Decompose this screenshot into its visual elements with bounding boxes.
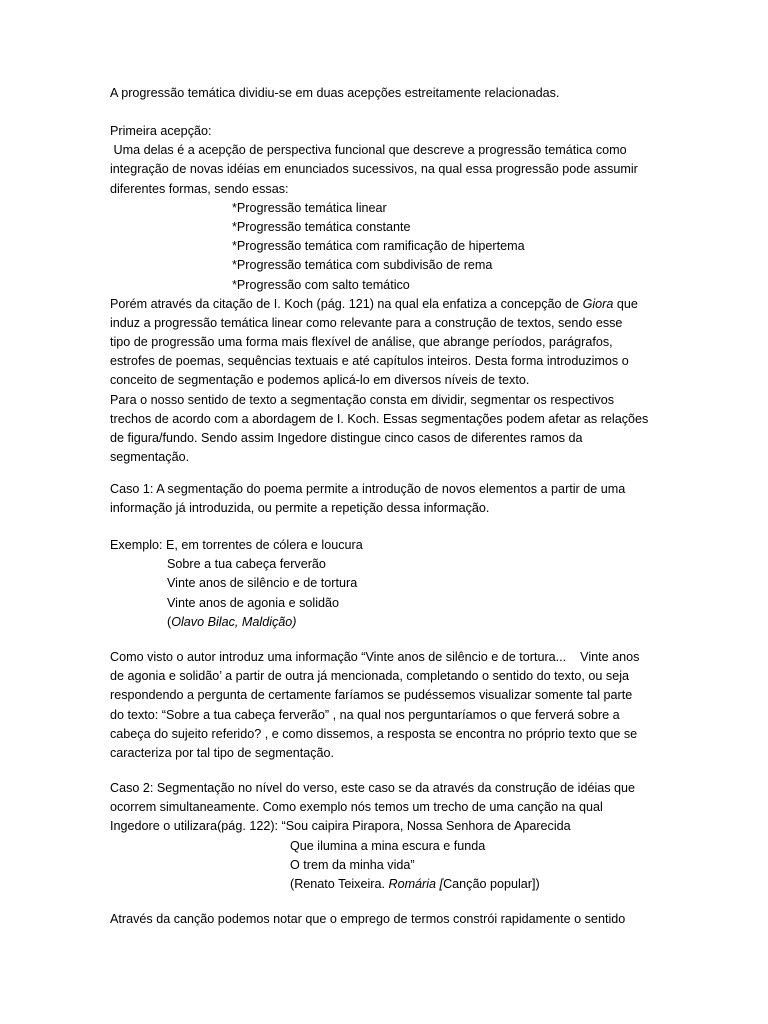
list-item: *Progressão temática com ramificação de hipertema [232,239,525,254]
text-run: que [613,296,638,311]
italic-citation: Romária [ [388,876,444,891]
poem-line: Sobre a tua cabeça ferverão [167,557,326,572]
text-line: caracteriza por tal tipo de segmentação. [110,745,335,760]
text-line: integração de novas idéias em enunciados sucessivos, na qual essa progressão pode assumir [110,162,638,177]
text-line: informação já introduzida, ou permite a repetição dessa informação. [110,501,490,516]
text-line: Caso 1: A segmentação do poema permite a introdução de novos elementos a partir de uma [110,482,626,496]
list-item: *Progressão com salto temático [232,277,410,292]
text-line: Caso 2: Segmentação no nível do verso, este caso se da através da construção de idéias que [110,781,636,795]
text-line: de agonia e solidão’ a partir de outra já mencionada, completando o sentido do texto, ou seja [110,669,630,684]
text-run: (Renato Teixeira. [290,876,389,891]
text-line: respondendo a pergunta de certamente faríamos se pudéssemos visualizar somente tal parte [110,688,633,703]
text-run: Canção popular]) [443,876,540,891]
text-line: estrofes de poemas, sequências textuais e até capítulos inteiros. Desta forma introduzimos o [110,354,629,369]
analysis-paragraph [110,648,660,763]
final-paragraph [110,910,660,929]
exemplo-poem [110,536,660,632]
italic-citation: Olavo Bilac, Maldição) [171,614,297,629]
song-citation [110,875,660,894]
poem-line: Vinte anos de agonia e solidão [167,595,340,610]
text-line: Através da canção podemos notar que o emprego de termos constrói rapidamente o sentido [110,912,626,926]
text-line: Ingedore o utilizara(pág. 122): “Sou caipira Pirapora, Nossa Senhora de Aparecida [110,819,571,834]
text-line: do texto: “Sobre a tua cabeça ferverão” , na qual nos perguntaríamos o que ferverá sobre a [110,707,620,722]
text-line: Como visto o autor introduz uma informação “Vinte anos de silêncio e de tortura... Vinte anos [110,650,640,664]
text-line: diferentes formas, sendo essas: [110,181,289,196]
section-primeira-acepcao [110,122,660,467]
text-line: de figura/fundo. Sendo assim Ingedore distingue cinco casos de diferentes ramos da [110,431,583,445]
poem-line: Exemplo: E, em torrentes de cólera e loucura [110,538,363,552]
text-line: ocorrem simultaneamente. Como exemplo nós temos um trecho de uma canção na qual [110,800,603,815]
text-line: trechos de acordo com a abordagem de I. Koch. Essas segmentações podem afetar as relações [110,411,649,426]
text-line: segmentação. [110,450,190,465]
intro-line: A progressão temática dividiu-se em duas acepções estreitamente relacionadas. [110,86,560,100]
text-line: Uma delas é a acepção de perspectiva funcional que descreve a progressão temática como [110,143,627,158]
text-run: Porém através da citação de I. Koch (pág. 121) na qual ela enfatiza a concepção de [110,296,583,311]
text-line [110,295,660,314]
italic-term: Giora [582,296,614,311]
text-run: ( [167,614,172,629]
text-line: cabeça do sujeito referido? , e como dissemos, a resposta se encontra no próprio texto que se [110,726,638,741]
caso-2-paragraph [110,779,660,894]
list-item: *Progressão temática constante [232,219,411,234]
poem-citation [110,613,660,632]
intro-paragraph [110,84,660,103]
song-line: Que ilumina a mina escura e funda [290,838,486,853]
poem-line: Vinte anos de silêncio e de tortura [167,576,358,591]
list-item: *Progressão temática com subdivisão de rema [232,258,493,273]
caso-1-paragraph [110,480,660,518]
text-line: induz a progressão temática linear como relevante para a construção de textos, sendo esse [110,315,623,330]
section-heading: Primeira acepção: [110,124,212,138]
song-line: O trem da minha vida” [290,857,415,872]
list-item: *Progressão temática linear [232,200,387,215]
text-line: Para o nosso sentido de texto a segmentação consta em dividir, segmentar os respectivos [110,392,615,407]
text-line: tipo de progressão uma forma mais flexível de análise, que abrange períodos, parágrafos, [110,335,613,350]
text-line: conceito de segmentação e podemos aplicá-lo em diversos níveis de texto. [110,373,530,388]
